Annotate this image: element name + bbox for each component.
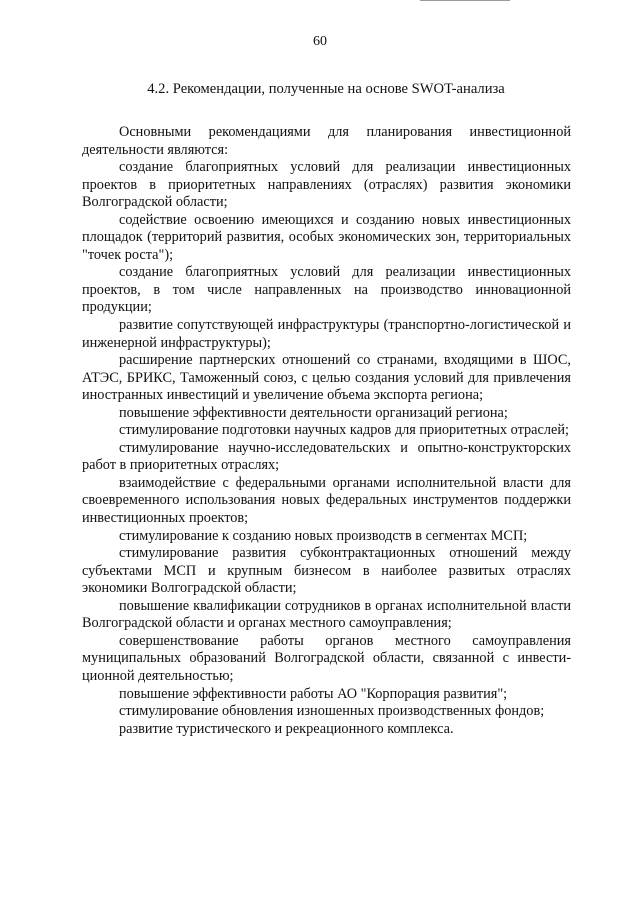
intro-paragraph: Основными рекомендациями для планирования инвестиционной деятельности являются: <box>82 124 571 158</box>
top-edge-mark <box>420 0 510 3</box>
document-body <box>82 124 571 738</box>
recommendation-item-13: совершенствование работы органов местного самоуправления муниципальных образований Волгоградской области, связанной с инвестиционной деятельностью; <box>82 632 571 684</box>
recommendation-item-16: развитие туристического и рекреационного комплекса. <box>119 720 454 737</box>
recommendation-item-14: повышение эффективности работы АО "Корпорация развития"; <box>119 685 508 702</box>
recommendation-item-12: повышение квалификации сотрудников в органах исполнительной власти Волгоградской области и органах местного самоуправления; <box>82 597 571 632</box>
recommendation-item-8: стимулирование научно-исследовательских и опытно-конструкторских работ в приоритетных отраслях; <box>82 439 571 474</box>
recommendation-item-1: создание благоприятных условий для реализации инвестиционных проектов в приоритетных направлениях (отраслях) развития экономики Волгоградской области; <box>82 159 571 211</box>
recommendation-item-15: стимулирование обновления изношенных производственных фондов; <box>119 703 545 720</box>
recommendation-item-11: стимулирование развития субконтрактационных отношений между субъектами МСП и крупным бизнесом в наиболее развитых отраслях экономики Волгоградской области; <box>82 545 571 597</box>
recommendation-item-10: стимулирование к созданию новых производств в сегментах МСП; <box>119 527 528 544</box>
recommendation-item-4: развитие сопутствующей инфраструктуры (транспортно-логистической и инженерной инфраструктуры); <box>82 317 571 351</box>
recommendation-item-5: расширение партнерских отношений со странами, входящими в ШОС, АТЭС, БРИКС, Таможенный союз, с целью создания условий для привлечения иностранных инвестиций и увеличение объема экспорта региона; <box>82 352 571 404</box>
recommendation-item-3: создание благоприятных условий для реализации инвестиционных проектов, в том числе направленных на производство инновационной продукции; <box>82 264 571 316</box>
recommendation-item-7: стимулирование подготовки научных кадров для приоритетных отраслей; <box>119 422 569 439</box>
recommendation-item-9: взаимодействие с федеральными органами исполнительной власти для своевременного использования новых федеральных инструментов поддержки инвестиционных проектов; <box>82 474 571 527</box>
recommendation-item-6: повышение эффективности деятельности организаций региона; <box>119 404 508 421</box>
recommendation-item-2: содействие освоению имеющихся и созданию новых инвестиционных площадок (территорий развития, особых экономических зон, территориальных "точек роста"); <box>82 211 571 263</box>
section-heading: 4.2. Рекомендации, полученные на основе SWOT-анализа <box>147 81 505 97</box>
page-number: 60 <box>313 34 327 49</box>
